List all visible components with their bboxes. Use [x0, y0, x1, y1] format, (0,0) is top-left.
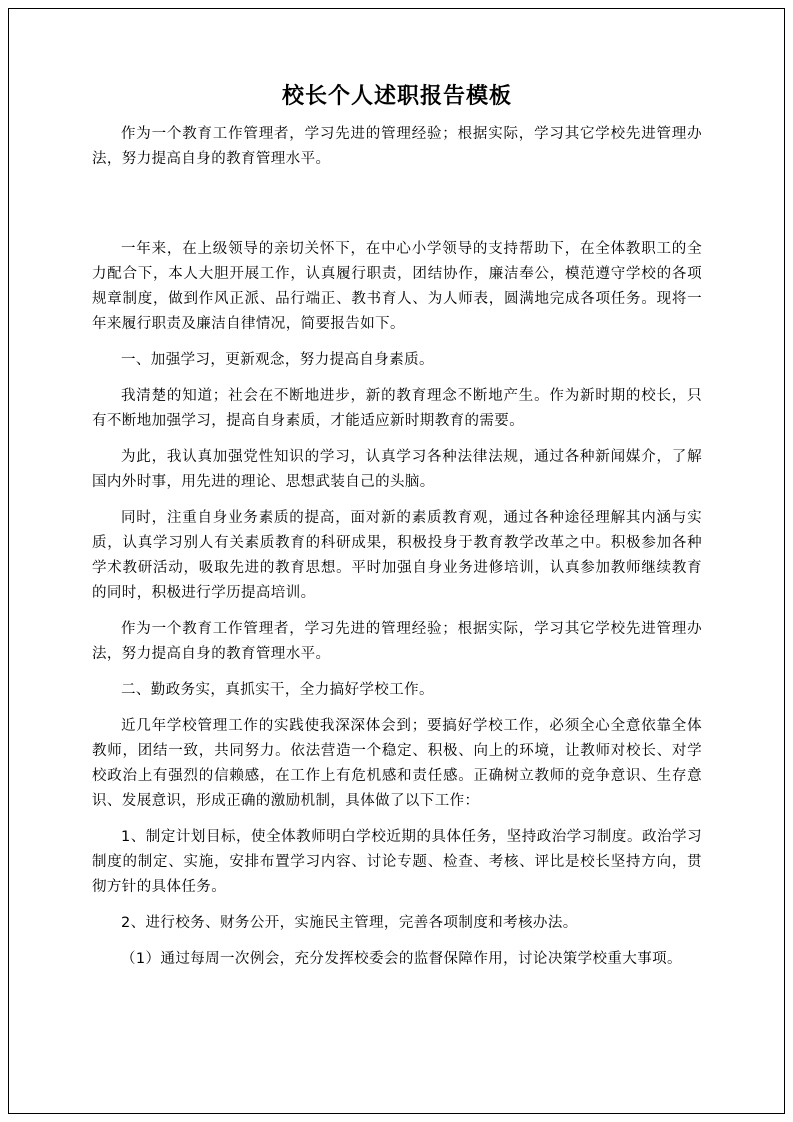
body-paragraph-7: 二、勤政务实，真抓实干，全力搞好学校工作。	[121, 682, 434, 698]
body-paragraph-6: 作为一个教育工作管理者，学习先进的管理经验；根据实际，学习其它学校先进管理办法，努力提高自身的教育管理水平。	[92, 621, 702, 662]
body-paragraph-1: 一年来，在上级领导的亲切关怀下，在中心小学领导的支持帮助下，在全体教职工的全力配合下，本人大胆开展工作，认真履行职责，团结协作，廉洁奉公，模范遵守学校的各项规章制度，做到作风正派、品行端正、教书育人、为人师表，圆满地完成各项任务。现将一年来履行职责及廉洁自律情况，简要报告如下。	[92, 241, 702, 332]
intro-paragraph: 作为一个教育工作管理者，学习先进的管理经验；根据实际，学习其它学校先进管理办法，努力提高自身的教育管理水平。	[92, 126, 702, 167]
body-paragraph-5: 同时，注重自身业务素质的提高，面对新的素质教育观，通过各种途径理解其内涵与实质，认真学习别人有关素质教育的科研成果，积极投身于教育教学改革之中。积极参加各种学术教研活动，吸取先进的教育思想。平时加强自身业务进修培训，认真参加教师继续教育的同时，积极进行学历提高培训。	[92, 510, 702, 601]
body-paragraph-8: 近几年学校管理工作的实践使我深深体会到；要搞好学校工作，必须全心全意依靠全体教师，团结一致，共同努力。依法营造一个稳定、积极、向上的环境，让教师对校长、对学校政治上有强烈的信赖感，在工作上有危机感和责任感。正确树立教师的竞争意识、生存意识、发展意识，形成正确的激励机制，具体做了以下工作：	[92, 718, 702, 809]
body-paragraph-2: 一、加强学习，更新观念，努力提高自身素质。	[121, 352, 434, 368]
body-paragraph-4: 为此，我认真加强党性知识的学习，认真学习各种法律法规，通过各种新闻媒介，了解国内外时事，用先进的理论、思想武装自己的头脑。	[92, 449, 702, 490]
body-paragraph-9: 1、制定计划目标，使全体教师明白学校近期的具体任务，坚持政治学习制度。政治学习制度的制定、实施，安排布置学习内容、讨论专题、检查、考核、评比是校长坚持方向，贯彻方针的具体任务。	[92, 829, 702, 895]
body-paragraph-11: （1）通过每周一次例会，充分发挥校委会的监督保障作用，讨论决策学校重大事项。	[121, 951, 682, 967]
body-paragraph-10: 2、进行校务、财务公开，实施民主管理，完善各项制度和考核办法。	[121, 915, 578, 931]
body-paragraph-3: 我清楚的知道；社会在不断地进步，新的教育理念不断地产生。作为新时期的校长，只有不断地加强学习，提高自身素质，才能适应新时期教育的需要。	[92, 388, 702, 429]
page-title: 校长个人述职报告模板	[281, 84, 512, 109]
section-spacer	[92, 183, 702, 237]
document-content	[92, 80, 702, 983]
